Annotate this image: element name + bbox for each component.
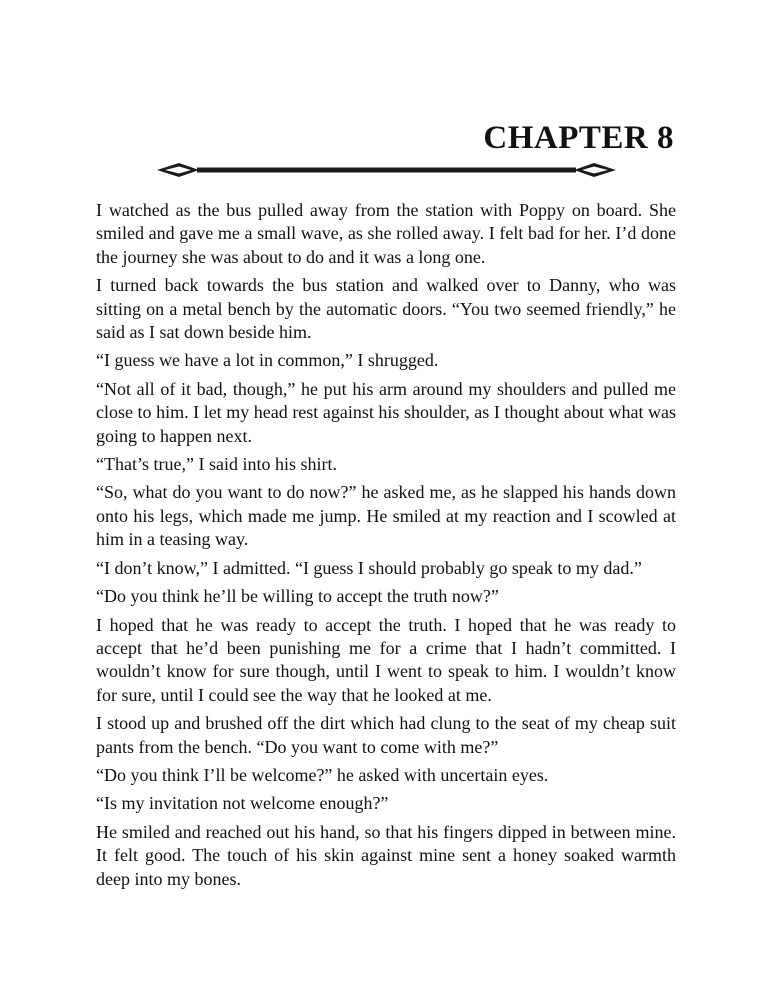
paragraph-13: He smiled and reached out his hand, so that his fingers dipped in between mine. It felt good. The touch of his skin against mine sent a honey soaked warmth deep into my bones.: [96, 821, 676, 889]
chapter-divider-ornament: [155, 159, 618, 181]
divider-bar: [197, 168, 576, 173]
paragraph-8: “Do you think he’ll be willing to accept the truth now?”: [96, 586, 499, 607]
paragraph-3: “I guess we have a lot in common,” I shrugged.: [96, 350, 439, 371]
paragraph-1: I watched as the bus pulled away from the station with Poppy on board. She smiled and gave me a small wave, as she rolled away. I felt bad for her. I’d done the journey she was about to do and it was a long one.: [96, 200, 676, 267]
paragraph-2: I turned back towards the bus station and walked over to Danny, who was sitting on a metal bench by the automatic doors. “You two seemed friendly,” he said as I sat down beside him.: [96, 275, 676, 343]
chapter-body: [96, 199, 676, 896]
paragraph-4: “Not all of it bad, though,” he put his arm around my shoulders and pulled me close to him. I let my head rest against his shoulder, as I thought about what was going to happen next.: [96, 378, 676, 446]
paragraph-7: “I don’t know,” I admitted. “I guess I should probably go speak to my dad.”: [96, 557, 642, 578]
chapter-title: CHAPTER 8: [483, 120, 674, 156]
paragraph-9: I hoped that he was ready to accept the truth. I hoped that he was ready to accept that he’d been punishing me for a crime that I hadn’t committed. I wouldn’t know for sure though, until I went to speak to him. I wouldn’t know for sure, until I could see the way that he looked at me.: [96, 614, 676, 705]
paragraph-5: “That’s true,” I said into his shirt.: [96, 454, 337, 475]
paragraph-12: “Is my invitation not welcome enough?”: [96, 793, 389, 814]
paragraph-6: “So, what do you want to do now?” he asked me, as he slapped his hands down onto his legs, which made me jump. He smiled at my reaction and I scowled at him in a teasing way.: [96, 482, 676, 550]
paragraph-11: “Do you think I’ll be welcome?” he asked with uncertain eyes.: [96, 764, 549, 785]
paragraph-10: I stood up and brushed off the dirt which had clung to the seat of my cheap suit pants from the bench. “Do you want to come with me?”: [96, 713, 676, 757]
